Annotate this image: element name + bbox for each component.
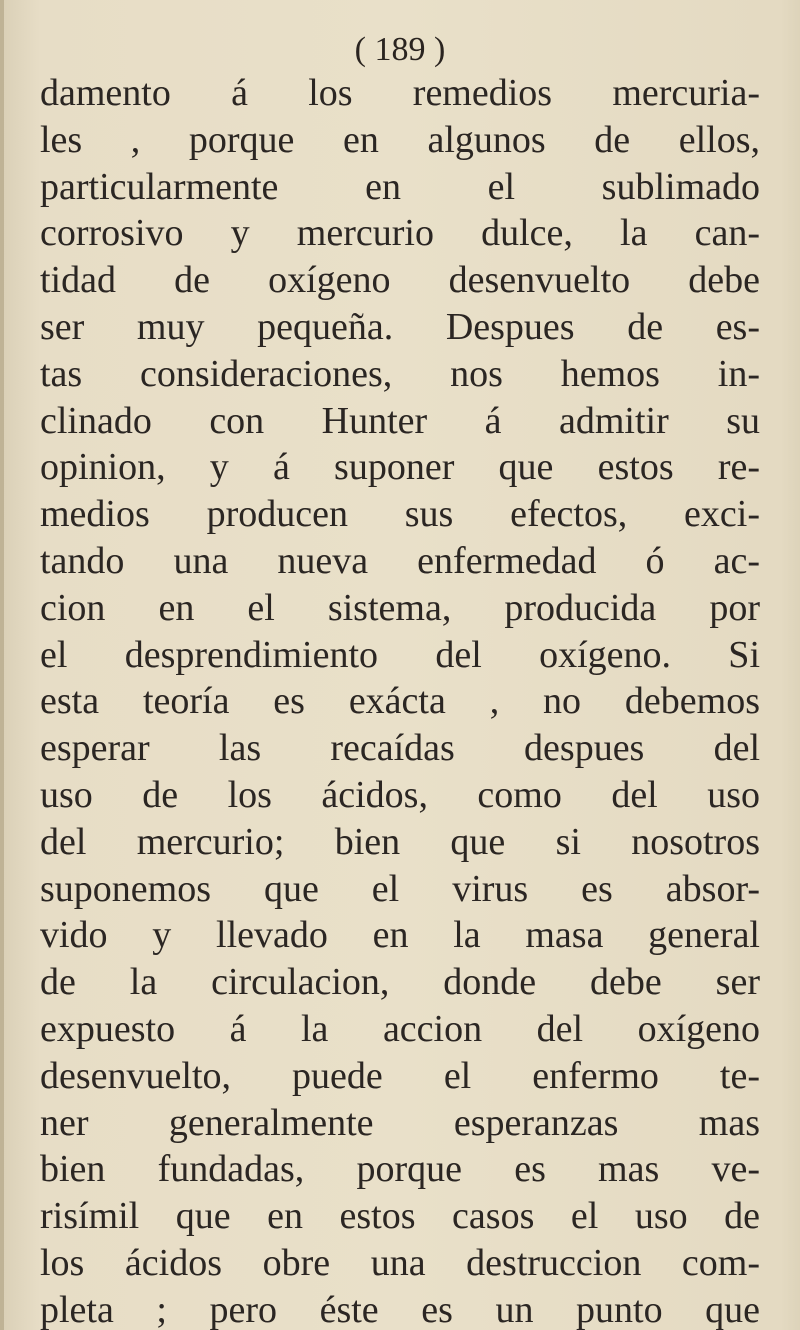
text-line: particularmente en el sublimado [40, 165, 760, 208]
text-line: risímil que en estos casos el uso de [40, 1195, 760, 1238]
text-line: expuesto á la accion del oxígeno [40, 1007, 760, 1050]
text-line: corrosivo y mercurio dulce, la can- [40, 212, 760, 255]
text-line: cion en el sistema, producida por [40, 586, 760, 629]
page-number: ( 189 ) [354, 31, 446, 68]
text-line: ser muy pequeña. Despues de es- [40, 305, 760, 348]
text-line: damento á los remedios mercuria- [40, 72, 760, 114]
text-line: vido y llevado en la masa general [40, 914, 760, 957]
text-line: tidad de oxígeno desenvuelto debe [40, 259, 760, 302]
text-line: tando una nueva enfermedad ó ac- [40, 539, 760, 582]
text-line: opinion, y á suponer que estos re- [40, 446, 760, 489]
text-line: del mercurio; bien que si nosotros [40, 820, 760, 863]
text-line: bien fundadas, porque es mas ve- [40, 1148, 760, 1191]
text-line: el desprendimiento del oxígeno. Si [40, 633, 760, 676]
text-line: les , porque en algunos de ellos, [40, 118, 760, 161]
page-gutter [0, 0, 4, 1330]
text-line: pleta ; pero éste es un punto que [40, 1288, 760, 1330]
text-line: ner generalmente esperanzas mas [40, 1101, 760, 1144]
text-line: uso de los ácidos, como del uso [40, 773, 760, 816]
text-line: tas consideraciones, nos hemos in- [40, 352, 760, 395]
text-line: medios producen sus efectos, exci- [40, 493, 760, 536]
text-line: clinado con Hunter á admitir su [40, 399, 760, 442]
text-line: esperar las recaídas despues del [40, 727, 760, 770]
text-line: esta teoría es exácta , no debemos [40, 680, 760, 723]
text-line: desenvuelto, puede el enfermo te- [40, 1054, 760, 1097]
text-line: los ácidos obre una destruccion com- [40, 1241, 760, 1284]
body-text [40, 70, 760, 1330]
text-line: suponemos que el virus es absor- [40, 867, 760, 910]
text-line: de la circulacion, donde debe ser [40, 961, 760, 1004]
